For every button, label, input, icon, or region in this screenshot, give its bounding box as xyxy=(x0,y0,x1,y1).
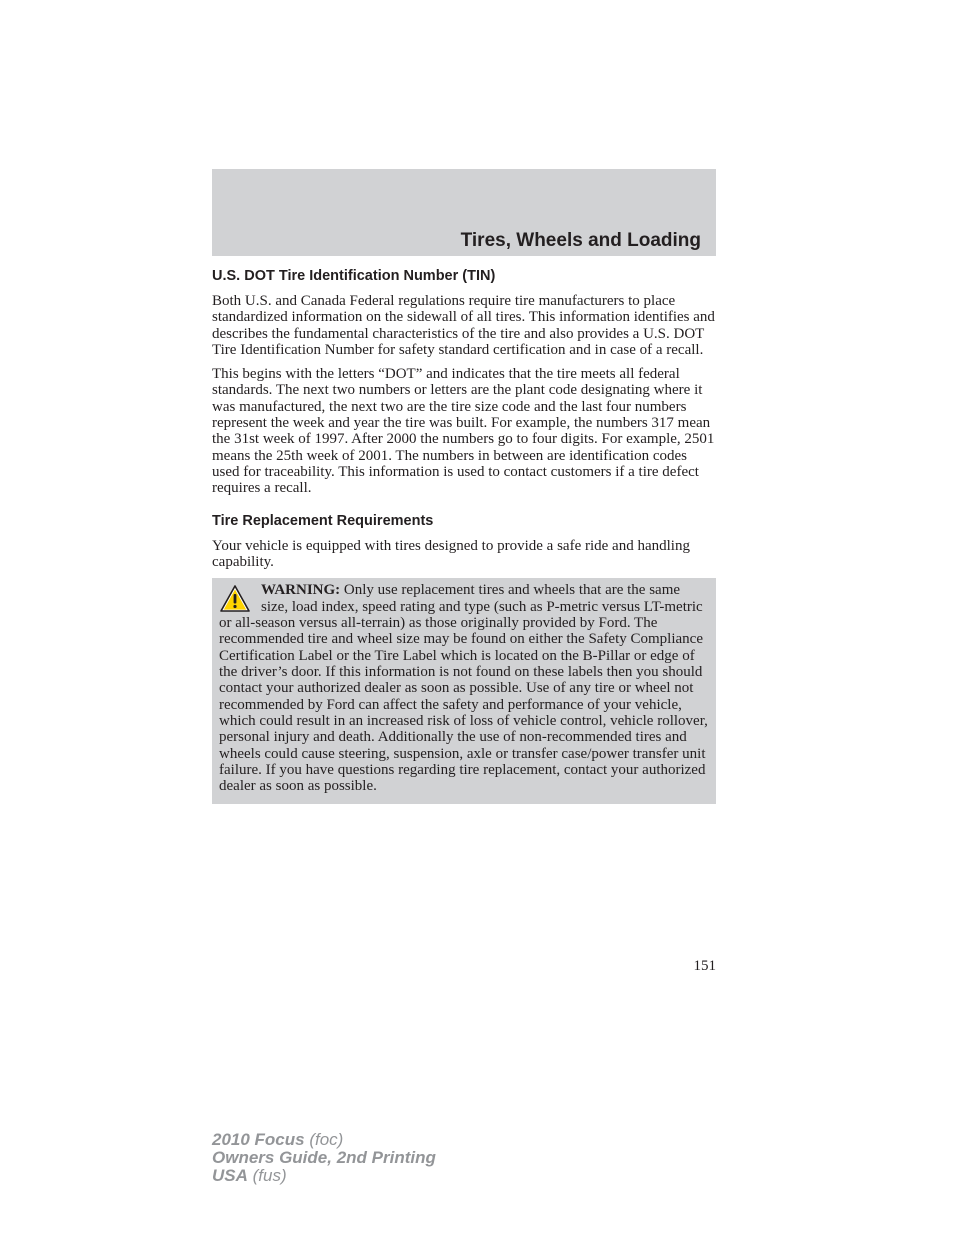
warning-box xyxy=(212,578,716,803)
warning-triangle-icon xyxy=(219,584,251,614)
footer-line-1 xyxy=(212,1131,436,1149)
tin-paragraph-1: Both U.S. and Canada Federal regulations require tire manufacturers to place standardized information on the sidewall of all tires. This information identifies and describes the fundamental characteristics of the tire and also provides a U.S. DOT Tire Identification Number for safety standard certification and in case of a recall. xyxy=(212,293,715,358)
warning-text: Only use replacement tires and wheels that are the same size, load index, speed rating and type (such as P-metric versus LT-metric or all-season versus all-terrain) as those originally provided by Ford. The recommended tire and wheel size may be found on either the Safety Compliance Certification Label or the Tire Label which is located on the B-Pillar or edge of the driver’s door. If this information is not found on these labels then you should contact your authorized dealer as soon as possible. Use of any tire or wheel not recommended by Ford can affect the safety and performance of your vehicle, which could result in an increased risk of loss of vehicle control, vehicle rollover, personal injury and death. Additionally the use of non-recommended tires and wheels could cause steering, suspension, axle or transfer case/power transfer unit failure. If you have questions regarding tire replacement, contact your authorized dealer as soon as possible. xyxy=(219,582,708,795)
page-number: 151 xyxy=(693,958,716,974)
replacement-paragraph-1: Your vehicle is equipped with tires designed to provide a safe ride and handling capability. xyxy=(212,537,690,570)
footer-region-code: (fus) xyxy=(252,1166,287,1185)
section-heading-replacement: Tire Replacement Requirements xyxy=(212,512,434,529)
footer-line-2: Owners Guide, 2nd Printing xyxy=(212,1148,436,1167)
tin-paragraph-2: This begins with the letters “DOT” and indicates that the tire meets all federal standards. The next two numbers or letters are the plant code designating where it was manufactured, the next two are the tire size code and the last four numbers represent the week and year the tire was built. For example, the numbers 317 mean the 31st week of 1997. After 2000 the numbers go to four digits. For example, 2501 means the 25th week of 2001. The numbers in between are identification codes used for traceability. This information is used to contact customers if a tire defect requires a recall. xyxy=(212,366,715,497)
chapter-header-band xyxy=(212,169,716,256)
footer-region: USA xyxy=(212,1166,248,1185)
chapter-title: Tires, Wheels and Loading xyxy=(460,230,701,251)
document-footer xyxy=(212,1131,436,1185)
footer-model-code: (foc) xyxy=(309,1130,344,1149)
warning-label: WARNING: xyxy=(261,582,341,599)
section-heading-tin: U.S. DOT Tire Identification Number (TIN) xyxy=(212,268,496,284)
footer-line-3 xyxy=(212,1167,436,1185)
footer-model: 2010 Focus xyxy=(212,1130,305,1149)
page-content xyxy=(212,266,716,804)
